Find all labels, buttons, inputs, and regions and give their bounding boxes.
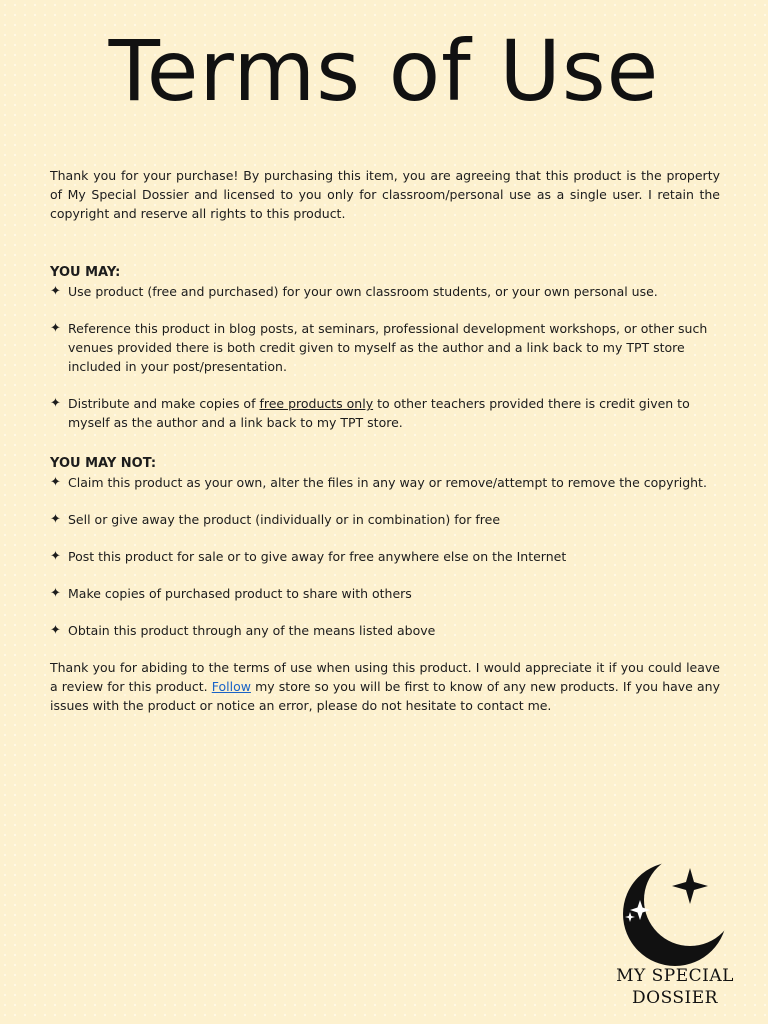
star-bullet-icon: ✦	[50, 321, 61, 336]
brand-logo-text	[600, 965, 750, 1009]
intro-paragraph: Thank you for your purchase! By purchasing this item, you are agreeing that this product is the property of My Special Dossier and licensed to you only for classroom/personal use as a single user. I retain the copyright and reserve all rights to this product.	[50, 168, 720, 221]
list-item	[50, 394, 720, 432]
closing-text-end: my store so you will be first to know of any new products. If you have any issues with the product or notice an error, please do not hesitate to contact me.	[50, 679, 720, 713]
list-item	[50, 319, 720, 376]
free-products-only-emphasis: free products only	[259, 396, 374, 411]
you-may-not-heading: YOU MAY NOT:	[50, 456, 157, 471]
closing-paragraph	[50, 658, 720, 715]
list-item	[50, 584, 720, 603]
list-item-text: Sell or give away the product (individually or in combination) for free	[68, 512, 501, 527]
star-bullet-icon: ✦	[50, 512, 61, 527]
brand-line-1: MY SPECIAL	[616, 966, 734, 986]
list-item	[50, 621, 720, 640]
list-item	[50, 510, 720, 529]
list-item-text	[68, 394, 720, 432]
list-item-text: Claim this product as your own, alter the files in any way or remove/attempt to remove the copyright.	[68, 475, 707, 490]
list-item-text: Make copies of purchased product to share with others	[68, 586, 412, 601]
list-item-text: Obtain this product through any of the means listed above	[68, 623, 436, 638]
you-may-list	[50, 282, 720, 432]
star-bullet-icon: ✦	[50, 475, 61, 490]
list-item-text-end: to other teachers provided there is credit given to myself as the author and a link back to my TPT store.	[68, 396, 690, 430]
terms-body	[50, 166, 720, 715]
you-may-not-list	[50, 473, 720, 640]
list-item	[50, 547, 720, 566]
list-item-text: Use product (free and purchased) for your own classroom students, or your own personal use.	[68, 284, 658, 299]
star-bullet-icon: ✦	[50, 549, 61, 564]
brand-line-2: DOSSIER	[632, 988, 718, 1008]
list-item	[50, 282, 720, 301]
star-bullet-icon: ✦	[50, 586, 61, 601]
star-bullet-icon: ✦	[50, 623, 61, 638]
star-bullet-icon: ✦	[50, 284, 61, 299]
page-title: Terms of Use	[108, 22, 660, 120]
list-item-text: Post this product for sale or to give away for free anywhere else on the Internet	[68, 549, 567, 564]
closing-text-start: Thank you for abiding to the terms of use when using this product. I would appreciate it if you could leave a review for this product.	[50, 660, 720, 694]
star-bullet-icon: ✦	[50, 396, 61, 411]
you-may-heading: YOU MAY:	[50, 265, 121, 280]
follow-link[interactable]: Follow	[211, 679, 251, 694]
list-item	[50, 473, 720, 492]
list-item-text: Reference this product in blog posts, at seminars, professional development workshops, or other such venues provided there is both credit given to myself as the author and a link back to my TPT store included in your post/presentation.	[68, 321, 708, 374]
list-item-text-start: Distribute and make copies of	[68, 396, 260, 411]
